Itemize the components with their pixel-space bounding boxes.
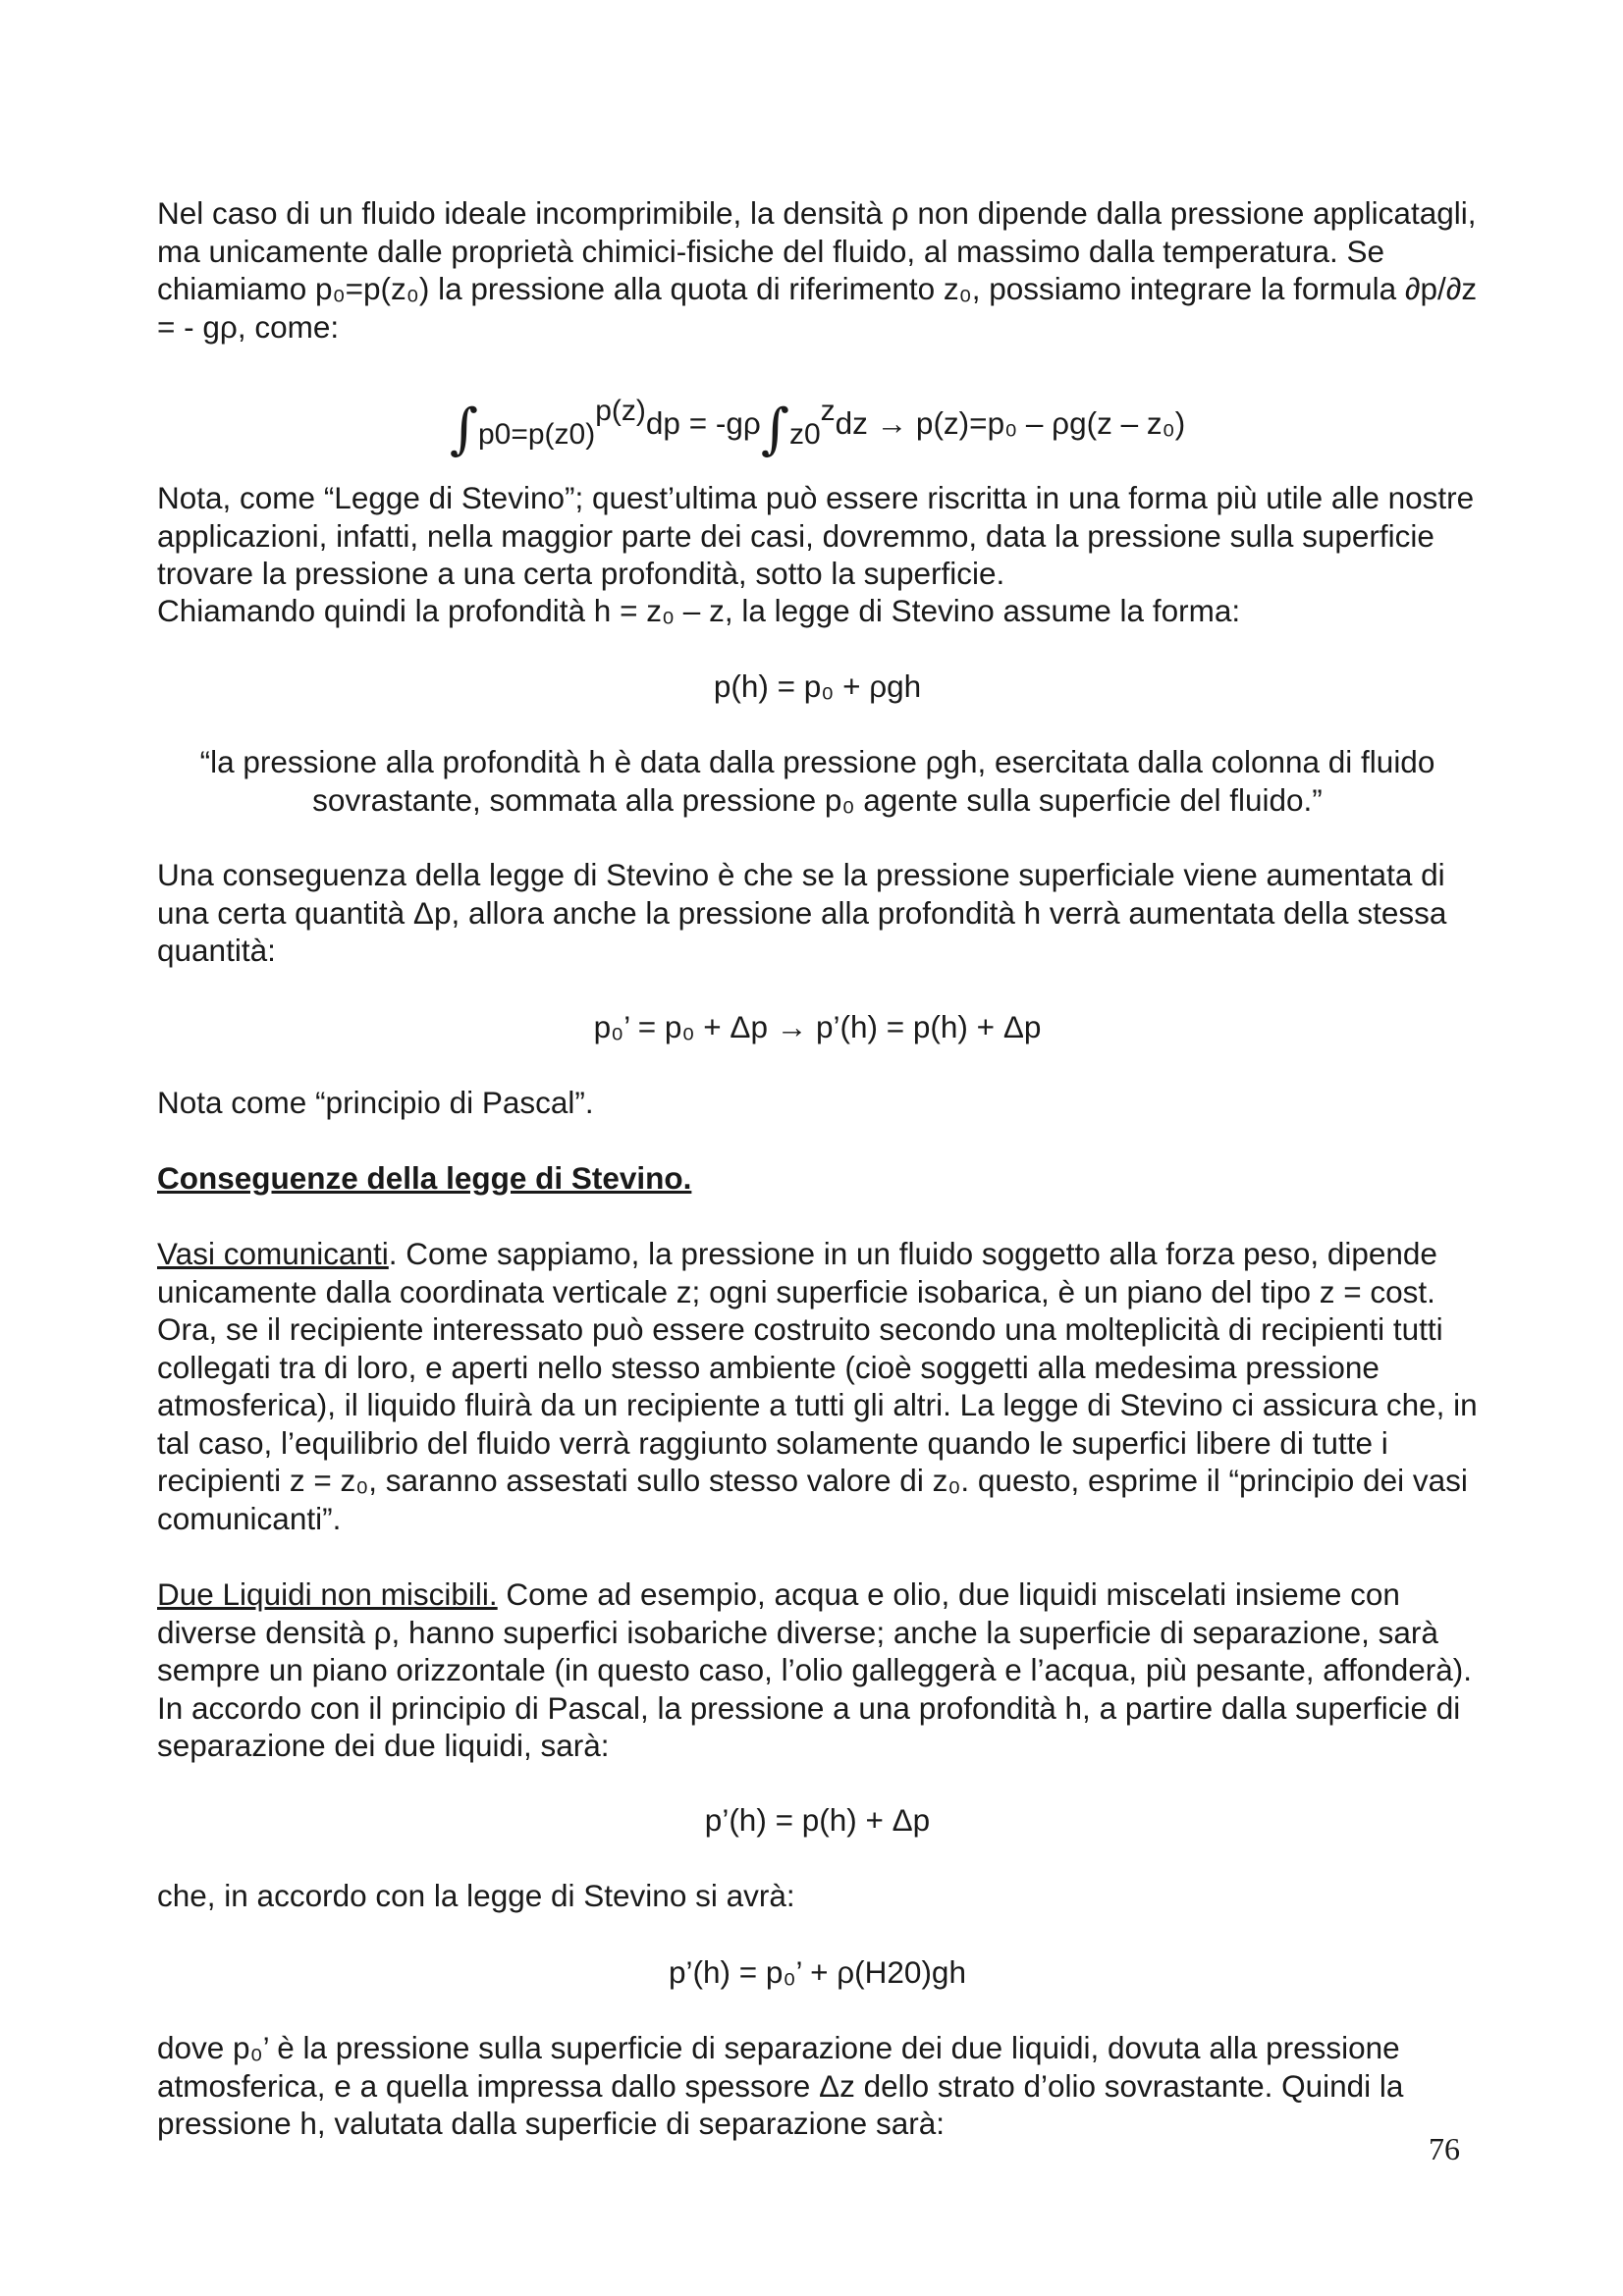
paragraph-accordo: che, in accordo con la legge di Stevino si avrà: (157, 1878, 795, 1913)
paragraph-liquidi-non-miscibili (157, 1575, 1478, 1765)
integral-sign: ∫ (449, 398, 478, 461)
liquidi-body: Come ad esempio, acqua e olio, due liquidi miscelati insieme con diverse densità ρ, hanno superfici isobariche diverse; anche la superficie di separazione, sarà sempre un piano orizzontale (in questo caso, l’olio galleggerà e l’acqua, più pesante, affonderà). In accordo con il principio di Pascal, la pressione a una profondità h, a partire dalla superficie di separazione dei due liquidi, sarà: (157, 1576, 1473, 1763)
equation-integral (157, 393, 1478, 461)
section-heading: Conseguenze della legge di Stevino. (157, 1160, 692, 1196)
equation-pascal-2: p’(h) = p(h) + Δp (704, 1802, 931, 1838)
integral-lower-limit: p0=p(z0) (477, 418, 596, 451)
paragraph-pascal-note: Nota come “principio di Pascal”. (157, 1085, 594, 1120)
page-number: 76 (1429, 2131, 1460, 2166)
paragraph-stevino-note: Nota, come “Legge di Stevino”; quest’ultima può essere riscritta in una forma più utile alle nostre applicazioni, infatti, nella maggior parte dei casi, dovremmo, data la pressione sulla superficie trovare la pressione a una certa profondità, sotto la superficie. (157, 480, 1475, 591)
vasi-comunicanti-body: . Come sappiamo, la pressione in un fluido soggetto alla forza peso, dipende unicamente dalla coordinata verticale z; ogni superficie isobarica, è un piano del tipo z = cost. Ora, se il recipiente interessato può essere costruito secondo una molteplicità di recipienti tutti collegati tra di loro, e aperti nello stesso ambiente (cioè soggetti alla medesima pressione atmosferica), il liquido fluirà da un recipiente a tutti gli altri. La legge di Stevino ci assicura che, in tal caso, l’equilibrio del fluido verrà raggiunto solamente quando le superfici libere di tutte i recipienti z = z₀, saranno assestati sullo stesso valore di z₀. questo, esprime il “principio dei vasi comunicanti”. (157, 1236, 1478, 1536)
integral-sign-2: ∫ (760, 398, 789, 461)
paragraph-dove: dove p₀’ è la pressione sulla superficie di separazione dei due liquidi, dovuta alla pressione atmosferica, e a quella impressa dallo spessore Δz dello strato d’olio sovrastante. Quindi la pressione h, valutata dalla superficie di separazione sarà: (157, 2030, 1404, 2141)
integral-lower-limit-2: z0 (788, 418, 821, 451)
paragraph-depth: Chiamando quindi la profondità h = z₀ – z, la legge di Stevino assume la forma: (157, 593, 1241, 628)
vasi-comunicanti-title: Vasi comunicanti (157, 1236, 389, 1271)
equation-middle: dp = -gρ (645, 405, 761, 441)
paragraph-intro: Nel caso di un fluido ideale incomprimibile, la densità ρ non dipende dalla pressione applicatagli, ma unicamente dalle proprietà chimici-fisiche del fluido, al massimo dalla temperatura. Se chiamiamo p₀=p(z₀) la pressione alla quota di riferimento z₀, possiamo integrare la formula ∂p/∂z = - gρ, come: (157, 195, 1478, 345)
paragraph-vasi-comunicanti (157, 1235, 1478, 1537)
liquidi-title: Due Liquidi non miscibili. (157, 1576, 498, 1612)
paragraph-consequence: Una conseguenza della legge di Stevino è che se la pressione superficiale viene aumentata di una certa quantità Δp, allora anche la pressione alla profondità h verrà aumentata della stessa quantità: (157, 857, 1447, 968)
quote-definition: “la pressione alla profondità h è data dalla pressione ρgh, esercitata dalla colonna di fluido sovrastante, sommata alla pressione p₀ agente sulla superficie del fluido.” (199, 744, 1435, 818)
equation-stevino: p(h) = p₀ + ρgh (713, 668, 922, 704)
equation-tail: dz → p(z)=p₀ – ρg(z – z₀) (835, 405, 1186, 441)
equation-pascal: p₀’ = p₀ + Δp → p’(h) = p(h) + Δp (593, 1009, 1042, 1044)
equation-water: p’(h) = p₀’ + ρ(H20)gh (669, 1954, 966, 1990)
integral-upper-limit-2: z (820, 395, 836, 427)
integral-upper-limit: p(z) (595, 395, 646, 427)
